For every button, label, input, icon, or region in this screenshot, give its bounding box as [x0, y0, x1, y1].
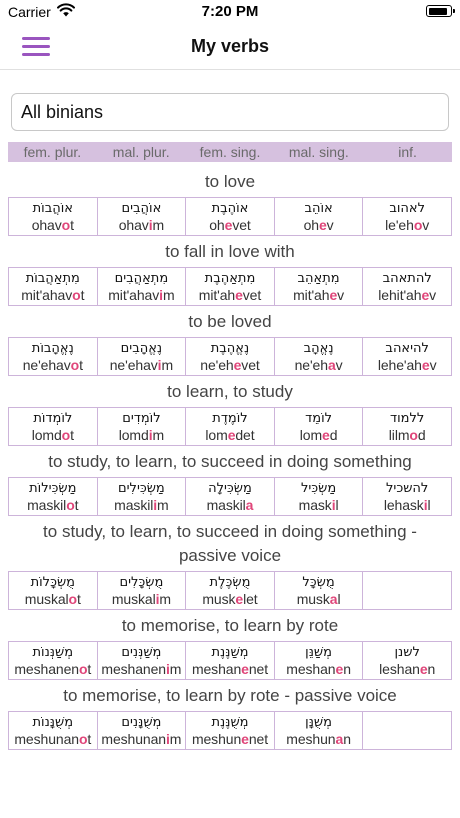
conjugation-cell-inf[interactable]: [363, 642, 451, 679]
transliteration-part: vet: [232, 217, 251, 233]
conjugation-cell-inf: [363, 572, 451, 609]
stressed-syllable: o: [78, 731, 88, 747]
transliteration-part: ne'eh: [294, 357, 328, 373]
hebrew-form: לאהוב: [389, 201, 425, 216]
stressed-syllable: i: [157, 357, 162, 373]
transliteration-part: muskal: [111, 591, 156, 607]
hebrew-form: מֻשְׂכָּלִים: [119, 575, 164, 590]
column-header-row: [8, 142, 452, 162]
conjugation-cell-mal-plur[interactable]: [98, 338, 187, 375]
stressed-syllable: e: [241, 731, 249, 747]
stressed-syllable: o: [78, 661, 88, 677]
conjugation-cell-fem-plur[interactable]: [9, 642, 98, 679]
stressed-syllable: o: [61, 427, 71, 443]
transliteration: [275, 497, 363, 514]
conjugation-row: [8, 641, 452, 680]
transliteration-part: mit'ah: [198, 287, 236, 303]
hebrew-form: מְשַׁנֵּן: [305, 645, 332, 660]
transliteration-part: lomd: [31, 427, 62, 443]
verb-title: to study, to learn, to succeed in doing something - passive voice: [43, 522, 417, 565]
transliteration-part: n: [427, 661, 436, 677]
transliteration-part: ohav: [31, 217, 62, 233]
transliteration-part: l: [427, 497, 431, 513]
transliteration-part: m: [162, 287, 175, 303]
hebrew-form: מְשֻׁנֶּנֶת: [211, 715, 249, 730]
transliteration: [186, 731, 274, 748]
conjugation-cell-mal-plur[interactable]: [98, 478, 187, 515]
transliteration-part: v: [429, 287, 437, 303]
transliteration: [98, 427, 186, 444]
hebrew-form: לשנן: [394, 645, 420, 660]
hebrew-form: מִתְאַהֵב: [297, 271, 340, 286]
conjugation-cell-fem-sing[interactable]: [186, 408, 275, 445]
stressed-syllable: o: [61, 217, 71, 233]
transliteration: [186, 497, 274, 514]
hebrew-form: לוֹמֵד: [305, 411, 332, 426]
transliteration-part: le'eh: [385, 217, 414, 233]
clock: 7:20 PM: [201, 3, 259, 20]
stressed-syllable: e: [335, 661, 344, 677]
transliteration-part: t: [87, 731, 92, 747]
transliteration-part: t: [70, 427, 74, 443]
hebrew-form: מְשַׁנְּנוֹת: [32, 645, 74, 660]
transliteration-part: lomd: [118, 427, 149, 443]
verb-title: to study, to learn, to succeed in doing something: [48, 452, 412, 471]
column-header-mal-plur: mal. plur.: [112, 144, 170, 160]
conjugation-cell-mal-plur[interactable]: [98, 268, 187, 305]
conjugation-cell-inf: [363, 712, 451, 749]
transliteration: [363, 661, 451, 678]
stressed-syllable: o: [66, 497, 75, 513]
transliteration-part: maskil: [206, 497, 246, 513]
conjugation-cell-fem-sing[interactable]: [186, 642, 275, 679]
stressed-syllable: i: [155, 591, 160, 607]
column-header-inf: inf.: [398, 144, 417, 160]
conjugation-cell-mal-plur[interactable]: [98, 408, 187, 445]
hebrew-form: להתאהב: [382, 271, 432, 286]
binian-filter-select[interactable]: All binians: [11, 93, 449, 131]
transliteration-part: m: [159, 591, 171, 607]
transliteration: [363, 497, 451, 514]
verb-title: to learn, to study: [167, 382, 293, 401]
transliteration: [186, 217, 274, 234]
transliteration-part: n: [343, 661, 351, 677]
transliteration: [186, 357, 274, 374]
hebrew-form: מְשֻׁנָּנִים: [121, 715, 162, 730]
hebrew-form: נֶאֱהָבוֹת: [31, 341, 74, 356]
conjugation-cell-mal-sing[interactable]: [275, 642, 364, 679]
hebrew-form: אוֹהֲבִים: [121, 201, 162, 216]
stressed-syllable: e: [224, 217, 233, 233]
conjugation-cell-mal-plur[interactable]: [98, 572, 187, 609]
transliteration-part: m: [157, 497, 169, 513]
transliteration-part: l: [335, 497, 339, 513]
conjugation-row: [8, 267, 452, 306]
transliteration: [275, 731, 363, 748]
transliteration: [98, 357, 186, 374]
conjugation-cell-inf[interactable]: [363, 478, 451, 515]
transliteration: [363, 217, 451, 234]
column-header-fem-plur: fem. plur.: [23, 144, 82, 160]
stressed-syllable: a: [335, 731, 344, 747]
transliteration-part: t: [70, 217, 74, 233]
hebrew-form: מִתְאַהֲבִים: [114, 271, 169, 286]
hebrew-form: מַשְׂכִּילָה: [208, 481, 252, 496]
conjugation-row: [8, 477, 452, 516]
verb-title: to love: [204, 172, 256, 191]
conjugation-cell-fem-sing[interactable]: [186, 572, 275, 609]
conjugation-cell-fem-plur[interactable]: [9, 408, 98, 445]
hebrew-form: לוֹמֶדֶת: [212, 411, 248, 426]
hebrew-form: מֻשְׂכֶּלֶת: [209, 575, 251, 590]
transliteration-part: leshan: [379, 661, 420, 677]
transliteration-part: lilm: [388, 427, 410, 443]
verb-title: to fall in love with: [165, 242, 295, 261]
conjugation-cell-mal-sing[interactable]: [275, 268, 364, 305]
transliteration-part: t: [77, 591, 81, 607]
stressed-syllable: i: [331, 497, 336, 513]
transliteration-part: ohav: [118, 217, 149, 233]
conjugation-cell-mal-sing[interactable]: [275, 712, 364, 749]
transliteration-part: ne'ehav: [22, 357, 71, 373]
hebrew-form: מְשֻׁנָּנוֹת: [32, 715, 74, 730]
stressed-syllable: e: [322, 427, 330, 443]
hebrew-form: [363, 572, 451, 574]
conjugation-cell-mal-sing[interactable]: [275, 572, 364, 609]
hebrew-form: אוֹהֶבֶת: [211, 201, 249, 216]
column-header-mal-sing: mal. sing.: [288, 144, 349, 160]
stressed-syllable: o: [409, 427, 418, 443]
conjugation-row: [8, 571, 452, 610]
stressed-syllable: o: [70, 357, 80, 373]
stressed-syllable: i: [153, 497, 158, 513]
conjugation-row: [8, 711, 452, 750]
conjugation-cell-fem-plur[interactable]: [9, 338, 98, 375]
conjugation-cell-fem-sing[interactable]: [186, 338, 275, 375]
transliteration-part: m: [152, 217, 165, 233]
hebrew-form: מַשְׂכִּילוֹת: [29, 481, 77, 496]
transliteration-part: ne'ehav: [109, 357, 158, 373]
transliteration: [9, 217, 97, 234]
conjugation-cell-inf[interactable]: [363, 338, 451, 375]
transliteration-part: maskil: [27, 497, 67, 513]
hebrew-form: לוֹמְדִים: [122, 411, 161, 426]
hebrew-form: מְשֻׁנָּן: [305, 715, 332, 730]
battery-fill: [429, 8, 447, 15]
transliteration: [98, 591, 186, 608]
transliteration: [9, 591, 97, 608]
hebrew-form: מַשְׂכִּיל: [300, 481, 337, 496]
hebrew-form: נֶאֱהָבִים: [120, 341, 163, 356]
transliteration-part: lehe'ah: [377, 357, 422, 373]
hebrew-form: להשכיל: [386, 481, 429, 496]
hebrew-form: נֶאֱהֶבֶת: [210, 341, 250, 356]
stressed-syllable: a: [327, 357, 336, 373]
transliteration-part: t: [79, 357, 83, 373]
conjugation-cell-mal-sing[interactable]: [275, 478, 364, 515]
stressed-syllable: e: [227, 427, 236, 443]
transliteration: [9, 427, 97, 444]
hebrew-form: [363, 712, 451, 714]
transliteration-part: lom: [299, 427, 323, 443]
transliteration-part: t: [87, 661, 92, 677]
stressed-syllable: e: [421, 287, 430, 303]
transliteration: [9, 661, 97, 678]
stressed-syllable: i: [166, 661, 170, 677]
transliteration-part: lehask: [383, 497, 424, 513]
transliteration: [275, 357, 363, 374]
transliteration-part: mit'ahav: [108, 287, 160, 303]
transliteration-part: mit'ah: [293, 287, 330, 303]
transliteration: [98, 661, 186, 678]
transliteration-part: v: [335, 357, 343, 373]
transliteration-part: let: [243, 591, 258, 607]
stressed-syllable: e: [421, 357, 430, 373]
hebrew-form: ללמוד: [390, 411, 425, 426]
navigation-bar: [0, 24, 460, 70]
hebrew-form: מַשְׂכִּילִים: [118, 481, 165, 496]
stressed-syllable: i: [159, 287, 163, 303]
conjugation-row: [8, 197, 452, 236]
hebrew-form: מִתְאַהֲבוֹת: [25, 271, 80, 286]
stressed-syllable: e: [235, 591, 244, 607]
conjugation-cell-fem-plur[interactable]: [9, 572, 98, 609]
status-bar: [0, 0, 460, 24]
conjugation-cell-fem-plur[interactable]: [9, 268, 98, 305]
transliteration-part: oh: [209, 217, 225, 233]
hebrew-form: אוֹהֵב: [304, 201, 333, 216]
transliteration: [275, 591, 363, 608]
stressed-syllable: e: [233, 357, 242, 373]
conjugation-cell-mal-plur[interactable]: [98, 198, 187, 235]
column-header-fem-sing: fem. sing.: [199, 144, 261, 160]
transliteration-part: ne'eh: [200, 357, 234, 373]
verb-list[interactable]: [0, 166, 460, 750]
verb-title: to memorise, to learn by rote - passive voice: [63, 686, 397, 705]
stressed-syllable: o: [68, 591, 77, 607]
stressed-syllable: i: [423, 497, 428, 513]
transliteration-part: m: [161, 357, 174, 373]
conjugation-cell-fem-plur[interactable]: [9, 712, 98, 749]
stressed-syllable: e: [329, 287, 338, 303]
transliteration: [186, 427, 274, 444]
hebrew-form: אוֹהֲבוֹת: [32, 201, 73, 216]
transliteration: [275, 217, 363, 234]
transliteration-part: meshun: [286, 731, 336, 747]
conjugation-cell-fem-sing[interactable]: [186, 268, 275, 305]
hebrew-form: נֶאֱהָב: [303, 341, 334, 356]
carrier-label: Carrier: [8, 4, 51, 20]
conjugation-cell-inf[interactable]: [363, 408, 451, 445]
transliteration: [363, 357, 451, 374]
transliteration-part: meshanen: [14, 661, 79, 677]
transliteration-part: net: [248, 661, 269, 677]
stressed-syllable: o: [72, 287, 81, 303]
transliteration: [186, 591, 274, 608]
transliteration-part: net: [248, 731, 269, 747]
transliteration: [186, 661, 274, 678]
transliteration-part: meshunan: [14, 731, 79, 747]
transliteration-part: mit'ahav: [21, 287, 73, 303]
transliteration-part: l: [337, 591, 341, 607]
hebrew-form: מְשַׁנֶּנֶת: [211, 645, 249, 660]
transliteration-part: lehit'ah: [378, 287, 422, 303]
transliteration: [275, 287, 363, 304]
transliteration-part: musk: [202, 591, 236, 607]
transliteration-part: muskal: [24, 591, 69, 607]
page-title: My verbs: [190, 36, 270, 56]
transliteration-part: musk: [296, 591, 330, 607]
transliteration: [363, 427, 451, 444]
transliteration-part: vet: [241, 357, 260, 373]
stressed-syllable: a: [329, 591, 338, 607]
stressed-syllable: e: [241, 661, 249, 677]
stressed-syllable: e: [419, 661, 428, 677]
hebrew-form: מְשַׁנְּנִים: [121, 645, 162, 660]
conjugation-cell-fem-sing[interactable]: [186, 712, 275, 749]
conjugation-cell-mal-sing[interactable]: [275, 198, 364, 235]
conjugation-cell-mal-sing[interactable]: [275, 338, 364, 375]
transliteration-part: vet: [242, 287, 262, 303]
transliteration-part: t: [80, 287, 85, 303]
verb-title: to be loved: [188, 312, 272, 331]
transliteration-part: mask: [298, 497, 332, 513]
transliteration-part: meshunan: [101, 731, 166, 747]
conjugation-cell-mal-plur[interactable]: [98, 642, 187, 679]
transliteration-part: m: [152, 427, 165, 443]
transliteration: [98, 731, 186, 748]
transliteration: [9, 731, 97, 748]
hebrew-form: מֻשְׂכָּל: [302, 575, 335, 590]
conjugation-cell-fem-sing[interactable]: [186, 478, 275, 515]
conjugation-row: [8, 337, 452, 376]
battery-icon: [426, 5, 452, 17]
conjugation-cell-inf[interactable]: [363, 268, 451, 305]
transliteration-part: m: [169, 731, 182, 747]
hebrew-form: להיאהב: [385, 341, 429, 356]
conjugation-cell-fem-plur[interactable]: [9, 478, 98, 515]
transliteration-part: v: [422, 217, 430, 233]
stressed-syllable: o: [413, 217, 423, 233]
stressed-syllable: e: [318, 217, 327, 233]
stressed-syllable: i: [148, 217, 153, 233]
transliteration: [98, 287, 186, 304]
conjugation-cell-inf[interactable]: [363, 198, 451, 235]
transliteration-part: lom: [205, 427, 228, 443]
transliteration-part: meshan: [191, 661, 242, 677]
transliteration: [9, 357, 97, 374]
transliteration-part: v: [337, 287, 345, 303]
verb-title: to memorise, to learn by rote: [121, 616, 339, 635]
transliteration: [9, 287, 97, 304]
conjugation-row: [8, 407, 452, 446]
stressed-syllable: i: [166, 731, 170, 747]
transliteration-part: meshan: [286, 661, 336, 677]
transliteration: [98, 217, 186, 234]
transliteration-part: d: [417, 427, 426, 443]
transliteration: [98, 497, 186, 514]
transliteration-part: meshun: [191, 731, 242, 747]
stressed-syllable: a: [245, 497, 254, 513]
transliteration-part: m: [169, 661, 182, 677]
transliteration: [275, 427, 363, 444]
transliteration-part: t: [74, 497, 79, 513]
transliteration: [363, 287, 451, 304]
transliteration: [186, 287, 274, 304]
hebrew-form: לוֹמְדוֹת: [33, 411, 73, 426]
transliteration: [275, 661, 363, 678]
conjugation-cell-mal-plur[interactable]: [98, 712, 187, 749]
transliteration-part: d: [329, 427, 338, 443]
transliteration-part: n: [343, 731, 351, 747]
transliteration-part: maskil: [114, 497, 154, 513]
conjugation-cell-mal-sing[interactable]: [275, 408, 364, 445]
conjugation-cell-fem-sing[interactable]: [186, 198, 275, 235]
hebrew-form: מִתְאַהֶבֶת: [204, 271, 256, 286]
hebrew-form: מֻשְׂכָּלוֹת: [30, 575, 75, 590]
stressed-syllable: e: [235, 287, 243, 303]
transliteration-part: v: [429, 357, 437, 373]
transliteration-part: oh: [303, 217, 319, 233]
transliteration-part: v: [326, 217, 334, 233]
stressed-syllable: i: [148, 427, 153, 443]
conjugation-cell-fem-plur[interactable]: [9, 198, 98, 235]
transliteration: [9, 497, 97, 514]
transliteration-part: meshanen: [101, 661, 166, 677]
transliteration-part: det: [235, 427, 255, 443]
